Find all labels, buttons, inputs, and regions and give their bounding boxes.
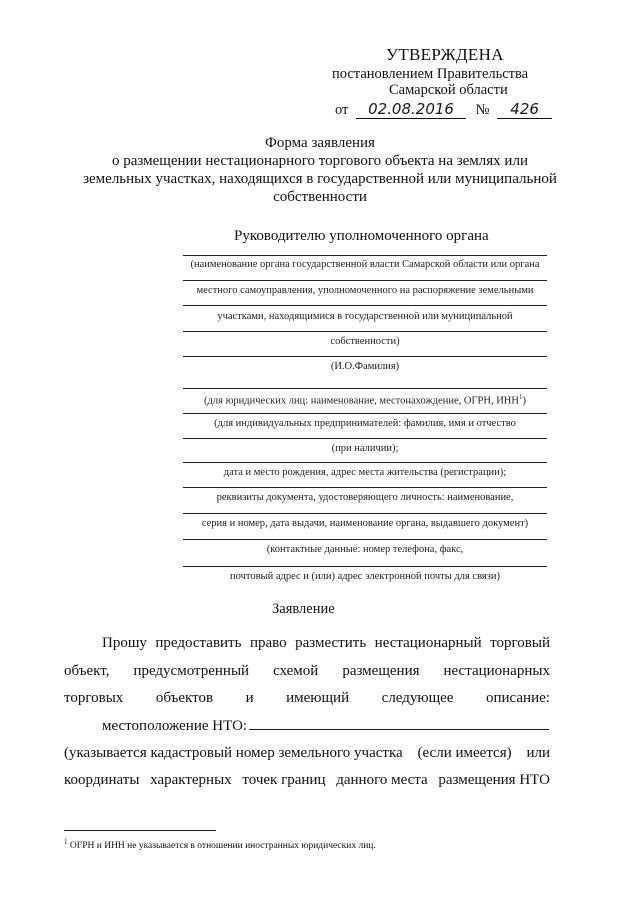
- location-label: местоположение НТО:: [102, 718, 248, 734]
- fill-line[interactable]: [183, 255, 547, 256]
- statement-line-1: Прошу предоставить право разместить нестационарный торговый: [102, 635, 550, 651]
- number-sign: №: [475, 102, 490, 118]
- approval-line-2: Самарской области: [389, 82, 508, 98]
- handwritten-date: 02.08.2016: [356, 100, 466, 119]
- approval-line-1: постановлением Правительства: [332, 66, 529, 82]
- footnote-number: 1: [64, 838, 68, 846]
- caption-entrepreneur-1: (для индивидуальных предпринимателей: фамилия, имя и отчество: [214, 418, 516, 429]
- addressee: Руководителю уполномоченного органа: [234, 228, 489, 244]
- fill-line[interactable]: [183, 462, 547, 463]
- fill-line[interactable]: [183, 566, 547, 567]
- fill-line[interactable]: [183, 331, 547, 332]
- statement-line-2: объект, предусмотренный схемой размещения нестационарных: [64, 663, 550, 679]
- caption-entrepreneur-4: реквизиты документа, удостоверяющего личность: наименование,: [216, 492, 514, 503]
- fill-line[interactable]: [183, 513, 547, 514]
- caption-entrepreneur-3: дата и место рождения, адрес места жительства (регистрации);: [223, 467, 507, 478]
- location-row: [102, 717, 549, 735]
- statement-line-6: координаты характерных точек границ данного места размещения НТО: [64, 772, 550, 788]
- fill-line[interactable]: [183, 413, 547, 414]
- fill-line[interactable]: [183, 305, 547, 306]
- footnote-divider: [64, 830, 216, 831]
- fill-line[interactable]: [183, 280, 547, 281]
- form-title-line-4: собственности: [273, 189, 367, 205]
- fill-line[interactable]: [183, 438, 547, 439]
- from-label: от: [335, 102, 349, 118]
- fill-line[interactable]: [183, 487, 547, 488]
- caption-contacts-1: (контактные данные: номер телефона, факс,: [266, 544, 464, 555]
- caption-name: (И.О.Фамилия): [330, 361, 400, 372]
- caption-entrepreneur-2: (при наличии);: [331, 443, 399, 454]
- fill-line[interactable]: [183, 356, 547, 357]
- footnote-text: ОГРН и ИНН не указывается в отношении иностранных юридических лиц.: [67, 841, 376, 852]
- caption-legal-entity: (для юридических лиц: наименование, местонахождение, ОГРН, ИНН$^1$): [204, 393, 526, 407]
- approval-date-row: [335, 100, 552, 119]
- form-title-line-3: земельных участках, находящихся в государственной или муниципальной: [83, 171, 557, 187]
- caption-organ-4: собственности): [330, 336, 400, 347]
- caption-contacts-2: почтовый адрес и (или) адрес электронной почты для связи): [230, 571, 500, 582]
- footnote-ref: 1: [518, 393, 523, 401]
- statement-line-5: (указывается кадастровый номер земельного участка (если имеется) или: [64, 745, 550, 761]
- statement-line-3: торговых объектов и имеющий следующее описание:: [64, 690, 550, 706]
- fill-line[interactable]: [183, 539, 547, 540]
- statement-title: Заявление: [272, 601, 335, 617]
- fill-line[interactable]: [183, 388, 547, 389]
- handwritten-number: 426: [497, 100, 552, 119]
- location-input-line[interactable]: [249, 717, 549, 730]
- form-title-line-2: о размещении нестационарного торгового объекта на землях или: [112, 153, 528, 169]
- form-title: [60, 134, 580, 206]
- caption-organ-3: участками, находящимися в государственной или муниципальной: [217, 311, 513, 322]
- caption-entrepreneur-5: серия и номер, дата выдачи, наименование органа, выдавшего документ): [201, 518, 529, 529]
- caption-organ-1: (наименование органа государственной власти Самарской области или органа: [190, 259, 540, 270]
- caption-organ-2: местного самоуправления, уполномоченного на распоряжение земельными: [196, 285, 534, 296]
- footnote: [64, 838, 376, 851]
- form-title-line-1: Форма заявления: [265, 135, 375, 151]
- approval-title: УТВЕРЖДЕНА: [386, 45, 504, 64]
